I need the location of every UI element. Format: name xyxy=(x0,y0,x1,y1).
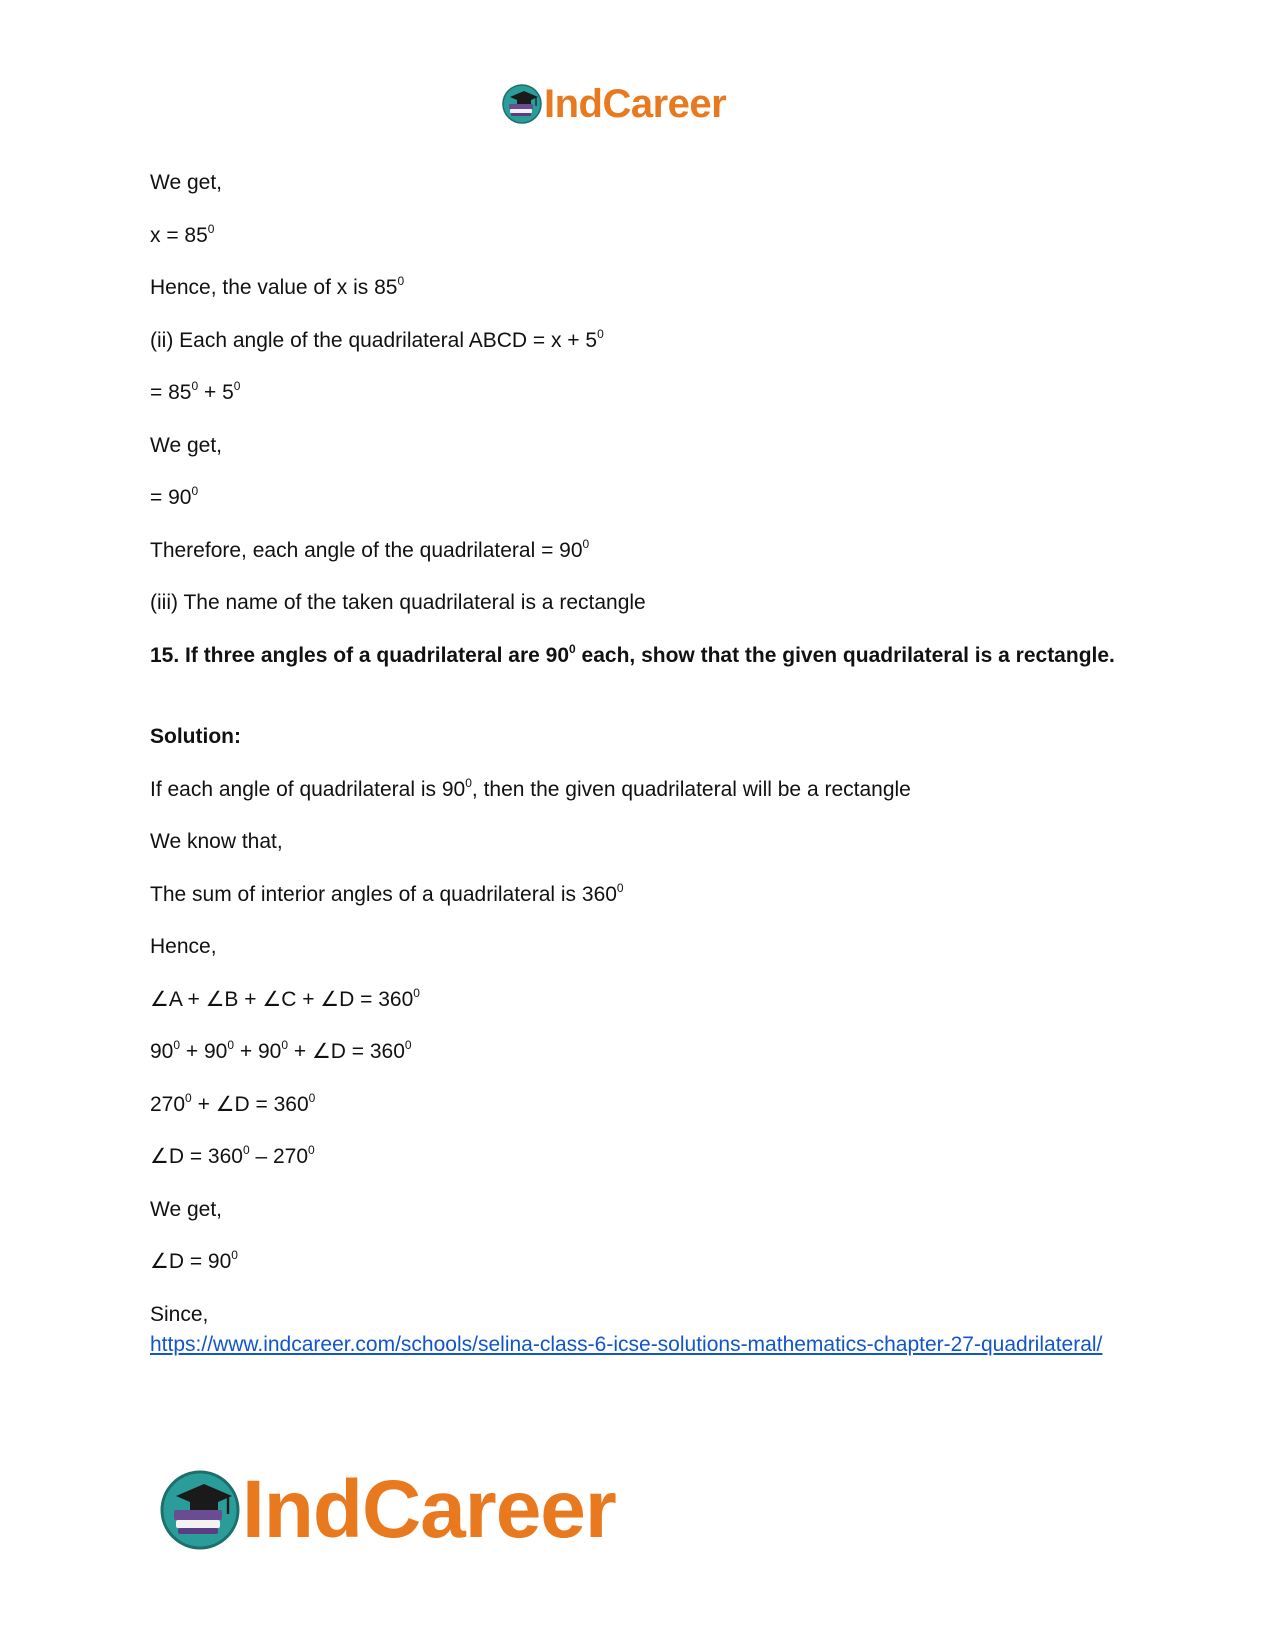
text-line: If each angle of quadrilateral is $90^0$, then the given quadrilateral will be a rectangle xyxy=(150,776,911,801)
text-line: We get, xyxy=(150,1198,222,1221)
equation-line: $90^0 + 90^0 + 90^0$ + ∠D = $360^0$ xyxy=(150,1038,412,1063)
text-line: Hence, xyxy=(150,935,217,958)
solution-heading: Solution: xyxy=(150,725,241,748)
header-logo xyxy=(502,80,726,128)
text-line: We know that, xyxy=(150,830,283,853)
text-line: We get, xyxy=(150,434,222,457)
text-line: Since, xyxy=(150,1303,209,1326)
equation-line: ∠A + ∠B + ∠C + ∠D = $360^0$ xyxy=(150,986,420,1011)
text-line: Hence, the value of x is $85^0$ xyxy=(150,274,405,299)
text-line: (ii) Each angle of the quadrilateral ABCD = $x + 5^0$ xyxy=(150,327,604,352)
text-line: The sum of interior angles of a quadrilateral is $360^0$ xyxy=(150,881,624,906)
text-line: (iii) The name of the taken quadrilateral is a rectangle xyxy=(150,591,646,614)
text-line: Therefore, each angle of the quadrilateral = $90^0$ xyxy=(150,537,590,562)
equation-line: ∠D = $360^0 - 270^0$ xyxy=(150,1143,315,1168)
equation-line: $x = 85^0$ xyxy=(150,222,215,247)
text-line: We get, xyxy=(150,171,222,194)
question-heading: 15. If three angles of a quadrilateral are $90^0$ each, show that the given quadrilateral is a rectangle. xyxy=(150,642,1115,667)
source-url-link[interactable]: https://www.indcareer.com/schools/selina-class-6-icse-solutions-mathematics-chapter-27-quadrilateral/ xyxy=(150,1333,1103,1356)
logo-wordmark: IndCareer xyxy=(242,1464,616,1555)
equation-line: ∠D = $90^0$ xyxy=(150,1248,238,1273)
footer-logo xyxy=(160,1464,616,1555)
graduation-cap-book-icon xyxy=(502,84,542,124)
equation-line: = $85^0 + 5^0$ xyxy=(150,379,241,404)
equation-line: $270^0$ + ∠D = $360^0$ xyxy=(150,1091,316,1116)
equation-line: = $90^0$ xyxy=(150,484,199,509)
logo-wordmark: IndCareer xyxy=(544,81,727,126)
graduation-cap-book-icon xyxy=(160,1470,240,1550)
